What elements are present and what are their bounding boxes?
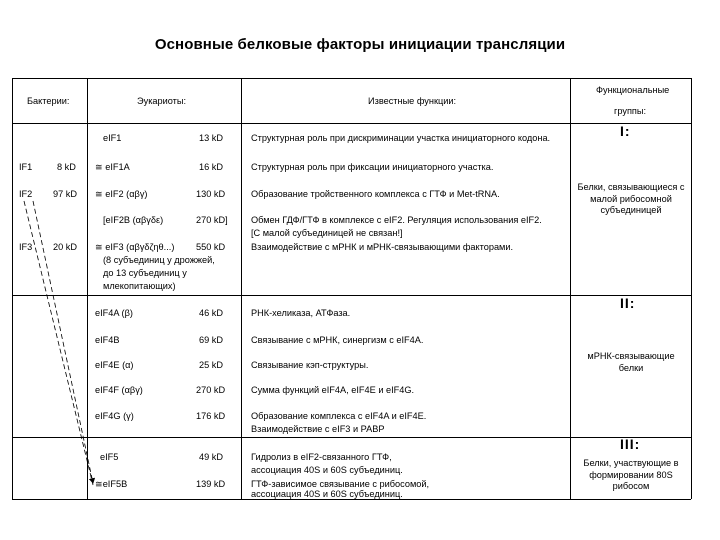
dashed-arrow: [33, 201, 93, 483]
function-text: Структурная роль при фиксации инициаторного участка.: [251, 162, 494, 172]
euk-factor: ≅eIF5B: [95, 479, 128, 489]
euk-mass: 69 kD: [199, 335, 224, 345]
euk-factor: eIF4G (γ): [95, 411, 134, 421]
bac-factor: IF3: [19, 242, 33, 252]
page-title: Основные белковые факторы инициации трансляции: [154, 36, 566, 53]
function-text: РНК-хеликаза, АТФаза.: [251, 308, 351, 318]
euk-mass: 46 kD: [199, 308, 224, 318]
euk-note: до 13 субъединиц у: [103, 268, 187, 278]
dashed-line-left: [24, 201, 93, 485]
euk-mass: 13 kD: [199, 133, 224, 143]
function-text: Сумма функций eIF4A, eIF4E и eIF4G.: [251, 385, 415, 395]
function-text: Связывание с мРНК, синергизм с eIF4A.: [251, 335, 424, 345]
euk-factor: eIF5: [100, 452, 119, 462]
group-2-desc: мРНК-связывающие белки: [587, 351, 675, 373]
group-3-roman: III:: [620, 436, 641, 452]
bac-mass: 8 kD: [57, 162, 76, 172]
euk-factor: eIF4E (α): [95, 360, 134, 370]
euk-factor: eIF4B: [95, 335, 120, 345]
bac-mass: 20 kD: [53, 242, 78, 252]
euk-mass: 176 kD: [196, 411, 226, 421]
euk-factor: [eIF2B (αβγδε): [103, 215, 164, 225]
euk-factor: ≅ eIF2 (αβγ): [95, 189, 148, 199]
header-groups-line1: Функциональные: [596, 85, 670, 95]
function-text: Образование комплекса с eIF4A и eIF4E.: [251, 411, 427, 421]
bac-mass: 97 kD: [53, 189, 78, 199]
function-text: Образование тройственного комплекса с ГТФ и Met-tRNA.: [251, 189, 500, 199]
function-text: Взаимодействие с мРНК и мРНК-связывающими факторами.: [251, 242, 514, 252]
bac-factor: IF2: [19, 189, 33, 199]
header-functions: Известные функции:: [368, 96, 457, 106]
euk-mass: 25 kD: [199, 360, 224, 370]
function-text: Обмен ГДФ/ГТФ в комплексе с eIF2. Регуляция использования eIF2.: [251, 215, 542, 225]
function-text: [С малой субъединицей не связан!]: [251, 228, 403, 238]
euk-mass: 139 kD: [196, 479, 226, 489]
euk-mass: 270 kD]: [196, 215, 228, 225]
header-bacteria: Бактерии:: [27, 96, 70, 106]
function-text: Структурная роль при дискриминации участка инициаторного кодона.: [251, 133, 551, 143]
function-text: ГТФ-зависимое связывание с рибосомой,: [251, 479, 430, 489]
euk-factor: eIF4A (β): [95, 308, 133, 318]
function-text: Гидролиз в eIF2-связанного ГТФ,: [251, 452, 392, 462]
euk-mass: 49 kD: [199, 452, 224, 462]
euk-note: млекопитающих): [103, 281, 176, 291]
group-1-desc: Белки, связывающиеся с малой рибосомной субъединицей: [577, 182, 685, 215]
euk-mass: 550 kD: [196, 242, 226, 252]
group-1-roman: I:: [620, 123, 631, 139]
bac-factor: IF1: [19, 162, 33, 172]
function-text: Взаимодействие с eIF3 и PABP: [251, 424, 385, 434]
euk-mass: 16 kD: [199, 162, 224, 172]
header-groups-line2: группы:: [614, 106, 647, 116]
euk-mass: 130 kD: [196, 189, 226, 199]
header-eukaryotes: Эукариоты:: [137, 96, 187, 106]
euk-factor: eIF1: [103, 133, 122, 143]
group-2-roman: II:: [620, 295, 636, 311]
euk-note: (8 субъединиц у дрожжей,: [103, 255, 215, 265]
function-text: ассоциация 40S и 60S субъединиц.: [251, 465, 403, 475]
euk-factor: ≅ eIF1A: [95, 162, 130, 172]
function-text: Связывание кэп-структуры.: [251, 360, 369, 370]
function-text: ассоциация 40S и 60S субъединиц.: [251, 489, 403, 499]
euk-factor: eIF4F (αβγ): [95, 385, 143, 395]
euk-mass: 270 kD: [196, 385, 226, 395]
euk-factor: ≅ eIF3 (αβγδζηθ...): [95, 242, 175, 252]
group-3-desc: Белки, участвующие в формировании 80S рибосом: [583, 458, 679, 491]
